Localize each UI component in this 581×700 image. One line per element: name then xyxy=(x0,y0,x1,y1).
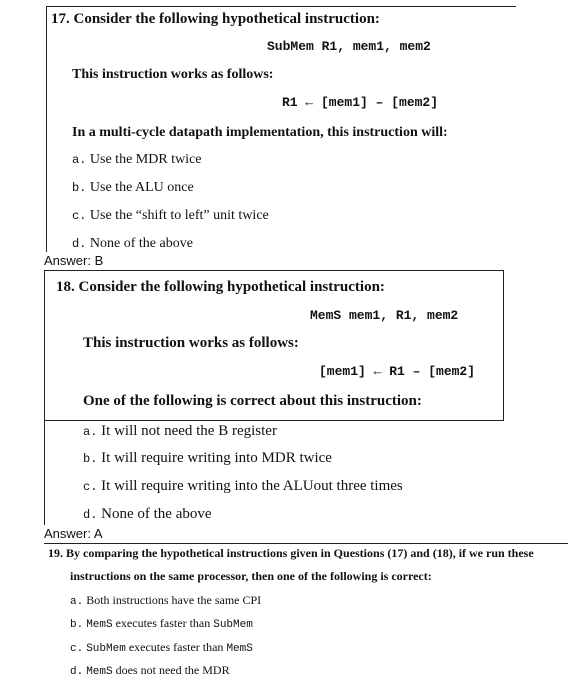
code-submem: SubMem xyxy=(86,643,126,655)
code-submem: SubMem xyxy=(213,619,253,631)
q17-instruction: SubMem R1, mem1, mem2 xyxy=(267,39,431,54)
option-text: None of the above xyxy=(89,236,193,251)
option-text: None of the above xyxy=(101,506,212,522)
option-text: Use the “shift to left” unit twice xyxy=(89,208,269,223)
option-text: Use the MDR twice xyxy=(89,152,202,167)
q19-top-rule xyxy=(44,543,568,544)
q19-option-b xyxy=(70,616,253,631)
option-text: executes faster than xyxy=(112,616,214,630)
q18-instruction: MemS mem1, R1, mem2 xyxy=(310,308,459,323)
q18-works-label: This instruction works as follows: xyxy=(83,335,299,351)
q18-title: 18. Consider the following hypothetical instruction: xyxy=(56,279,385,295)
q18-mid-rule xyxy=(44,420,504,421)
q18-option-d xyxy=(83,506,212,523)
q17-option-c xyxy=(72,208,269,224)
q18-option-a xyxy=(83,423,277,440)
q18-option-b xyxy=(83,450,332,467)
q19-title-cont: instructions on the same processor, then one of the following is correct: xyxy=(70,569,432,583)
option-letter: c. xyxy=(72,209,87,223)
option-letter: a. xyxy=(72,153,87,167)
code-memS: MemS xyxy=(226,643,253,655)
q18-right-rule xyxy=(503,270,504,420)
q18-option-c xyxy=(83,478,403,495)
q18-answer: Answer: A xyxy=(44,526,103,541)
option-text: It will require writing into MDR twice xyxy=(101,450,332,466)
q17-option-b xyxy=(72,180,194,196)
q17-answer: Answer: B xyxy=(44,253,104,268)
code-memS: MemS xyxy=(86,619,113,631)
q17-top-rule xyxy=(46,6,516,7)
code-memS: MemS xyxy=(86,666,113,678)
q18-prompt: One of the following is correct about this instruction: xyxy=(83,393,422,409)
option-letter: c. xyxy=(70,643,84,655)
option-text: Use the ALU once xyxy=(89,180,194,195)
q17-works-label: This instruction works as follows: xyxy=(72,67,274,82)
q18-left-rule xyxy=(44,270,45,525)
q17-left-rule xyxy=(46,6,47,252)
option-text: It will not need the B register xyxy=(101,423,277,439)
option-text: executes faster than xyxy=(125,640,227,654)
q17-formula: R1 ← [mem1] – [mem2] xyxy=(282,95,439,110)
option-letter: d. xyxy=(72,237,87,251)
option-text: It will require writing into the ALUout three times xyxy=(101,478,403,494)
option-text: does not need the MDR xyxy=(112,663,230,677)
q19-option-c xyxy=(70,640,253,655)
q17-option-a xyxy=(72,152,202,168)
q18-top-rule xyxy=(44,270,504,271)
option-letter: c. xyxy=(83,480,98,494)
q19-option-a xyxy=(70,593,261,608)
option-letter: b. xyxy=(83,452,98,466)
q17-option-d xyxy=(72,236,193,252)
option-letter: d. xyxy=(70,666,84,678)
option-letter: d. xyxy=(83,508,98,522)
q18-formula: [mem1] ← R1 – [mem2] xyxy=(319,364,476,379)
option-letter: b. xyxy=(70,619,84,631)
q17-title: 17. Consider the following hypothetical instruction: xyxy=(51,11,380,27)
q17-prompt: In a multi-cycle datapath implementation, this instruction will: xyxy=(72,125,448,140)
option-letter: b. xyxy=(72,181,87,195)
option-text: Both instructions have the same CPI xyxy=(86,593,262,607)
q19-title: 19. By comparing the hypothetical instructions given in Questions (17) and (18), if we run these xyxy=(48,546,534,560)
option-letter: a. xyxy=(83,425,98,439)
option-letter: a. xyxy=(70,596,84,608)
q19-option-d xyxy=(70,663,230,678)
